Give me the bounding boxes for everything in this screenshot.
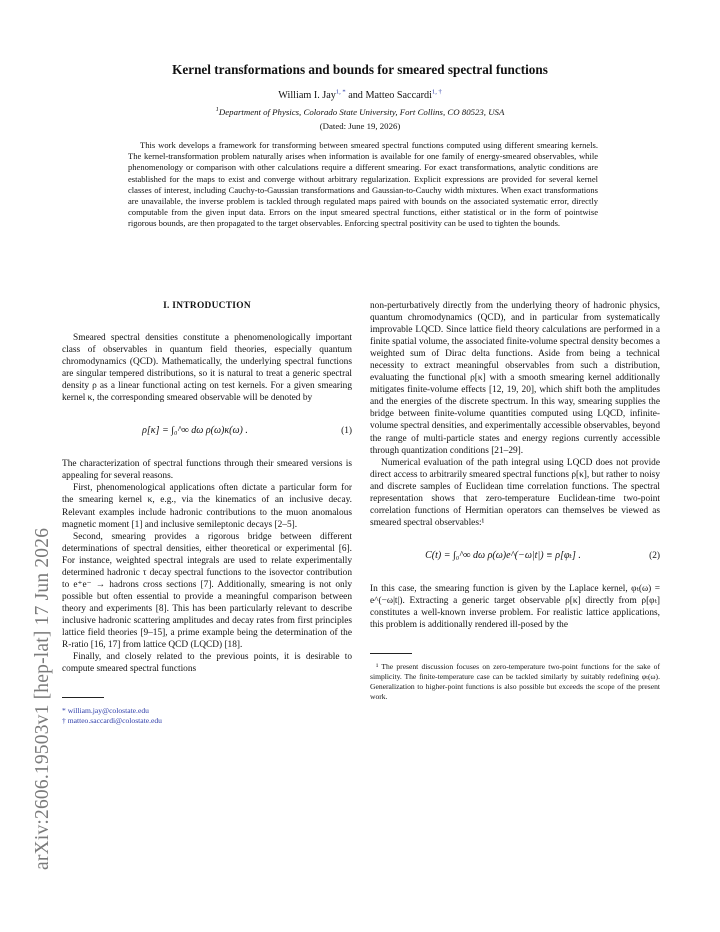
author-mark[interactable]: 1, † bbox=[431, 88, 442, 96]
author-conjunction: and bbox=[345, 90, 366, 101]
paragraph: non-perturbatively directly from the underlying theory of hadronic physics, quantum chromodynamics (QCD), and in particular from systematically improvable LQCD. Since lattice field theory calculations are performed in a finite spatial volume, the associated finite-volume spectral density becomes a weighted sum of Dirac delta functions. Aside from being a technical necessity to extract meaningful observables from such a distribution, evaluating the functional ρ[κ] with a smooth smearing kernel additionally mitigates finite-volume effects [12, 19, 20], which shift both the amplitudes and the energies of the discrete spectrum. In this way, smearing supplies the bridge between finite-volume quantities computed using LQCD, infinite-volume spectral densities, and experimentally accessible observables, beyond the range of multi-particle states and energy regions currently accessible through quantization conditions [21–29]. bbox=[370, 301, 660, 456]
paragraph: Smeared spectral densities constitute a phenomenologically important class of observables in quantum field theories, especially quantum chromodynamics (QCD). Mathematically, the underlying spectral functions are singular tempered distributions, so it is natural to treat a generic spectral density ρ as a linear functional acting on test kernels. For a given smearing kernel κ, the corresponding smeared observable will be denoted by bbox=[62, 333, 352, 404]
footnote-email[interactable]: † matteo.saccardi@colostate.edu bbox=[62, 716, 162, 726]
left-column bbox=[62, 300, 352, 726]
footnote-email[interactable]: * william.jay@colostate.edu bbox=[62, 706, 149, 716]
paragraph: Finally, and closely related to the previous points, it is desirable to compute smeared spectral functions bbox=[62, 652, 352, 675]
paragraph: In this case, the smearing function is given by the Laplace kernel, φₜ(ω) = e^(−ω|t|). Extracting a generic target observable ρ[κ] directly from ρ[φₜ] constitutes a well-known inverse problem. For realistic lattice applications, this problem is additionally rendered ill-posed by the bbox=[370, 583, 660, 631]
paragraph: Second, smearing provides a rigorous bridge between different determinations of spectral densities, either theoretical or experimental [6]. For instance, weighted spectral integrals are used to relate experimentally determined hadronic τ decay spectral functions to the isovector contribution to e⁺e⁻ → hadrons cross sections [7]. Additionally, smearing is not only possible but often essential to provide a meaningful comparison between theory and experiments [8]. This has been particularly relevant to describe inclusive hadronic scattering amplitudes and decay rates from first principles lattice field theories [9–15], a prime example being the determination of the R-ratio [16, 17] from lattice QCD (LQCD) [18]. bbox=[62, 531, 352, 651]
affiliation-mark: 1 bbox=[215, 106, 219, 114]
affiliation-text: Department of Physics, Colorado State University, Fort Collins, CO 80523, USA bbox=[218, 107, 505, 117]
paragraph: The characterization of spectral functions through their smeared versions is appealing for several reasons. bbox=[62, 459, 352, 482]
equation-number: (2) bbox=[649, 550, 660, 561]
paragraph: Numerical evaluation of the path integral using LQCD does not provide direct access to arbitrarily smeared spectral functions ρ[κ], but rather to noisy and discrete samples of Euclidean time correlation functions. The spectral representation shows that zero-temperature Euclidean-time two-point correlation functions of Hermitian operators can themselves be viewed as smeared spectral observables:¹ bbox=[370, 457, 660, 528]
equation-formula: C(t) = ∫₀^∞ dω ρ(ω)e^(−ω|t|) ≡ ρ[φₜ] . bbox=[425, 549, 581, 561]
footnote-text: ¹ The present discussion focuses on zero-temperature two-point functions for the sake of simplicity. The finite-temperature case can be tackled similarly by suitably redefining φₜ(ω). Generalization to higher-point functions is also possible but exceeds the scope of the present work. bbox=[370, 662, 660, 702]
paragraph: First, phenomenological applications often dictate a particular form for the smearing kernel κ, e.g., via the kinematics of an inclusive decay. Relevant examples include hadronic contributions to the muon anomalous magnetic moment [1] and inclusive semileptonic decays [2–5]. bbox=[62, 483, 352, 530]
footnote-rule bbox=[370, 653, 412, 654]
footnote-rule bbox=[62, 697, 104, 698]
paper-title: Kernel transformations and bounds for smeared spectral functions bbox=[172, 62, 548, 77]
equation-1 bbox=[62, 416, 352, 446]
author-line bbox=[60, 90, 660, 101]
arxiv-stamp bbox=[14, 255, 53, 870]
equation-2 bbox=[370, 541, 660, 571]
author-mark[interactable]: 1, * bbox=[335, 88, 346, 96]
abstract-text: This work develops a framework for transforming between smeared spectral functions computed using different smearing kernels. The kernel-transformation problem naturally arises when information is available for one family of energy-smeared observables, while phenomenology or comparison with other calculations require a different smearing. For exact transformations, analytic conditions are established for the maps to exist and converge without arbitrary regularization. Explicit expressions are provided for several kernel classes of interest, including Cauchy-to-Gaussian transformations and Gaussian-to-Cauchy width mixtures. When exact transformations are unavailable, the inverse problem is tackled through regulated maps paired with bounds on the associated systematic error, directly computable from the given input data. Errors on the input smeared spectral functions, either statistical or in the form of pointwise rigorous bounds, are then propagated to the target observables. Enforcing spectral positivity can be used to tighten the bounds. bbox=[128, 140, 598, 229]
author-name: Matteo Saccardi bbox=[365, 90, 432, 101]
footnote bbox=[370, 662, 660, 702]
section-heading: I. INTRODUCTION bbox=[163, 301, 251, 311]
author-name: William I. Jay bbox=[278, 90, 336, 101]
abstract bbox=[128, 140, 598, 230]
equation-number: (1) bbox=[341, 426, 352, 437]
arxiv-stamp-text: arXiv:2606.19503v1 [hep-lat] 17 Jun 2026 bbox=[32, 527, 53, 870]
equation-formula: ρ[κ] = ∫₀^∞ dω ρ(ω)κ(ω) . bbox=[142, 425, 248, 437]
affiliation bbox=[60, 107, 660, 117]
date-line: (Dated: June 19, 2026) bbox=[319, 121, 401, 131]
right-column bbox=[370, 300, 660, 702]
